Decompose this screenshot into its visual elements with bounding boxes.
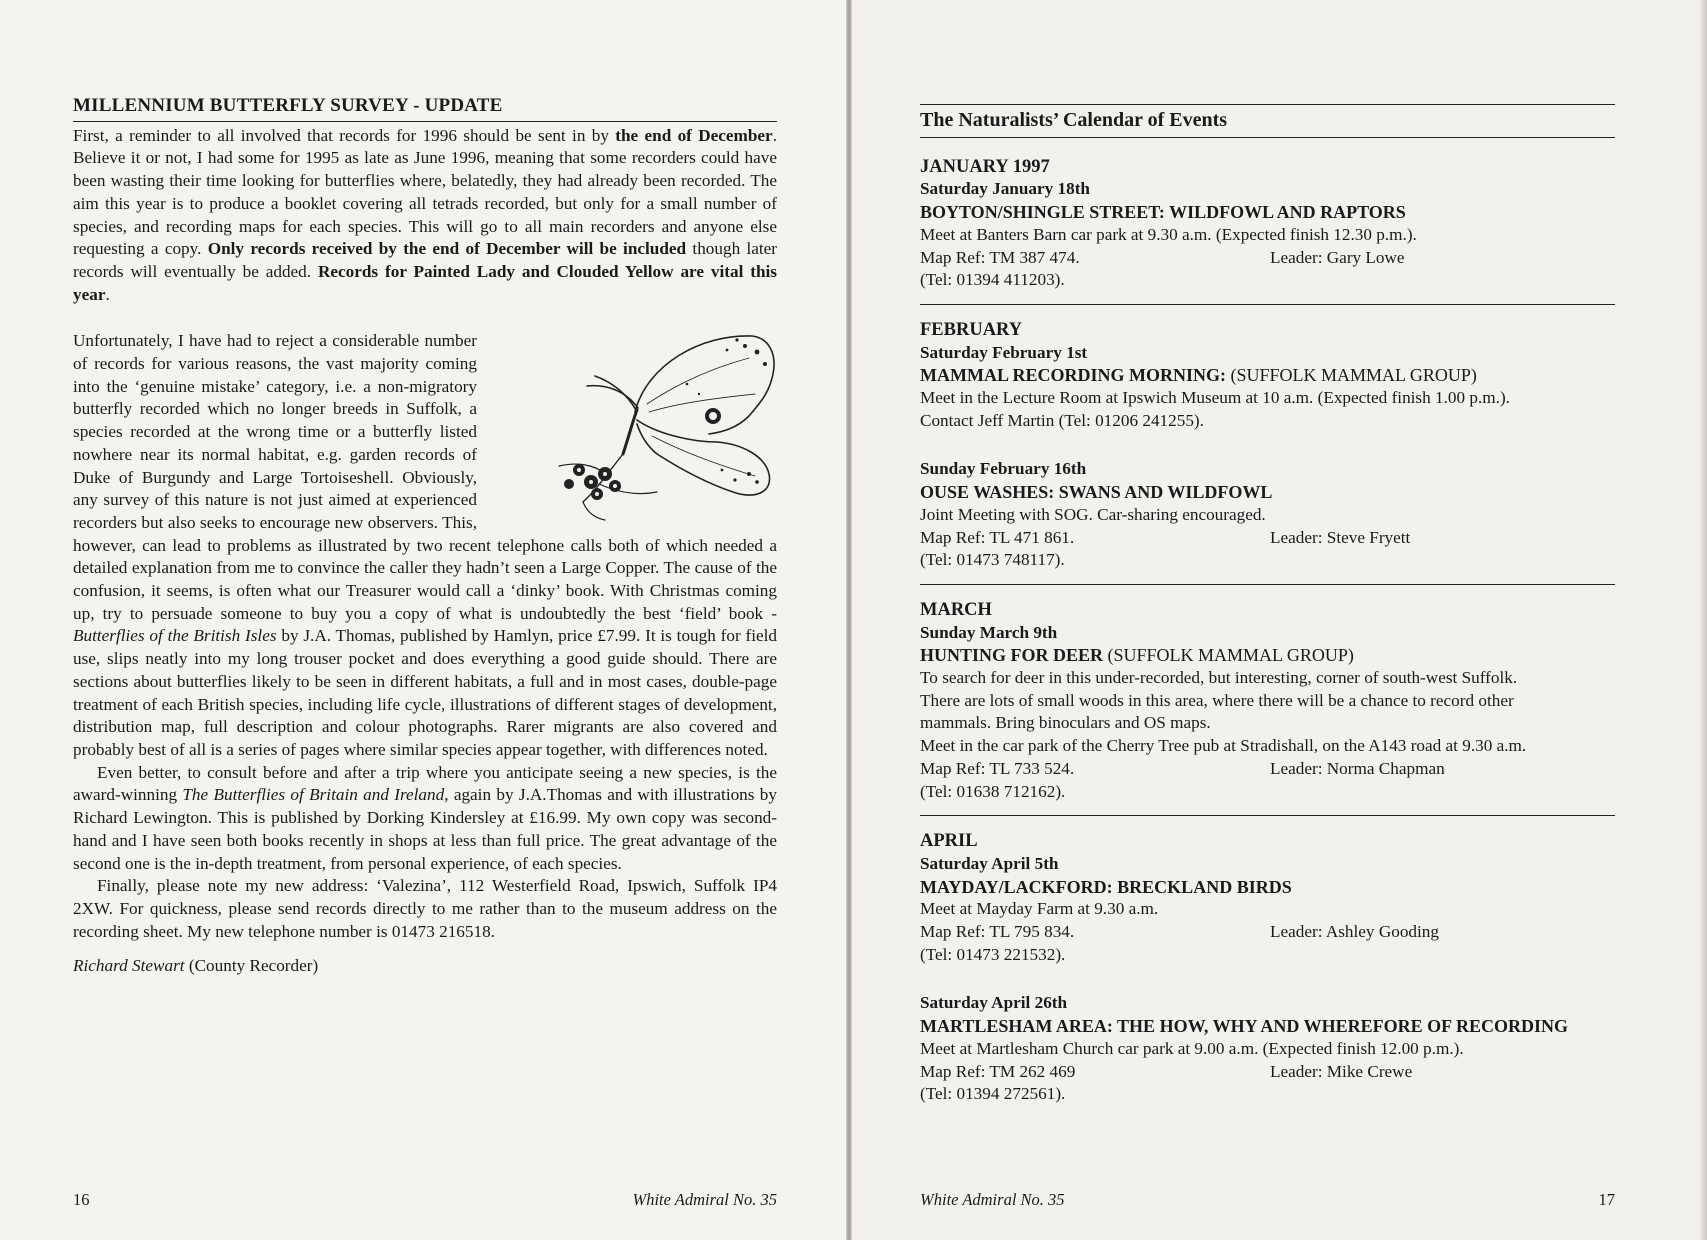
calendar-event (920, 992, 1615, 1118)
event-title-text: MAMMAL RECORDING MORNING: (920, 365, 1226, 386)
article-paragraph-1 (73, 125, 777, 307)
article-title: MILLENNIUM BUTTERFLY SURVEY - UPDATE (73, 95, 777, 122)
event-leader: Leader: Gary Lowe (1270, 247, 1405, 267)
article-paragraph-2 (73, 330, 777, 761)
event-title (920, 1015, 1615, 1038)
event-date: Saturday February 1st (920, 342, 1088, 362)
calendar-event (920, 458, 1615, 585)
map-reference: Map Ref: TL 471 861. (920, 527, 1075, 547)
event-leader: Leader: Ashley Gooding (1270, 922, 1439, 942)
event-telephone: (Tel: 01473 221532). (920, 944, 1066, 964)
month-heading: MARCH (920, 599, 992, 620)
bold-run: Records for Painted Lady and Clouded Yellow are vital this year (73, 261, 777, 304)
events-calendar (920, 104, 1615, 1132)
page-gutter (846, 0, 852, 1240)
month-heading: JANUARY 1997 (920, 156, 1050, 177)
calendar-event (920, 853, 1615, 979)
text-run: by J.A. Thomas, published by Hamlyn, price £7.99. It is tough for field use, slips neatly into my long trouser pocket and does everything a good guide should. There are sections about butterflies likely to be seen in different habitats, a full and in most cases, double-page treatment of each British species, including life cycle, illustrations of different stages of development, distribution map, full description and colour photographs. Rarer migrants are also covered and probably best of all is a series of pages where similar species appear together, with differences noted. (73, 626, 777, 759)
calendar-event (920, 622, 1615, 817)
event-detail: To search for deer in this under-recorded, but interesting, corner of south-west Suffolk. (920, 668, 1518, 688)
map-reference: Map Ref: TL 795 834. (920, 922, 1075, 942)
event-date: Sunday March 9th (920, 622, 1058, 642)
publication-name: White Admiral No. 35 (632, 1190, 777, 1209)
event-telephone: (Tel: 01394 411203). (920, 270, 1065, 290)
event-title (920, 644, 1615, 667)
event-organiser: (SUFFOLK MAMMAL GROUP) (1225, 365, 1477, 386)
event-detail: mammals. Bring binoculars and OS maps. (920, 713, 1211, 733)
calendar-months (920, 156, 1615, 1118)
book-title: The Butterflies of Britain and Ireland (182, 785, 445, 805)
page-edge (1699, 0, 1707, 1240)
event-detail: Meet at Mayday Farm at 9.30 a.m. (920, 899, 1159, 919)
text-run: First, a reminder to all involved that records for 1996 should be sent in by (73, 125, 616, 145)
event-detail: Meet in the Lecture Room at Ipswich Museum at 10 a.m. (Expected finish 1.00 p.m.). (920, 388, 1510, 408)
event-title-text: BOYTON/SHINGLE STREET: WILDFOWL AND RAPTORS (920, 202, 1406, 223)
month-heading: APRIL (920, 831, 978, 852)
event-leader: Leader: Mike Crewe (1270, 1061, 1413, 1081)
map-reference: Map Ref: TM 262 469 (920, 1061, 1076, 1081)
butterfly-illustration (487, 324, 787, 524)
event-title-text: OUSE WASHES: SWANS AND WILDFOWL (920, 482, 1273, 503)
page-number: 17 (1598, 1190, 1615, 1209)
event-map-row (920, 1061, 1615, 1084)
author-role: (County Recorder) (184, 956, 319, 976)
butterfly-survey-article (73, 95, 777, 978)
event-detail: Meet in the car park of the Cherry Tree pub at Stradishall, on the A143 road at 9.30 a.m. (920, 736, 1527, 756)
event-detail: Meet at Banters Barn car park at 9.30 a.m. (Expected finish 12.30 p.m.). (920, 224, 1417, 244)
article-paragraph-3 (73, 762, 777, 876)
book-title: Butterflies of the British Isles (73, 626, 277, 646)
article-paragraph-4: Finally, please note my new address: ‘Valezina’, 112 Westerfield Road, Ipswich, Suffolk IP4 2XW. For quickness, please send records directly to me rather than to the museum address on the recording sheet. My new telephone number is 01473 216518. (73, 876, 777, 941)
event-title (920, 481, 1615, 504)
map-reference: Map Ref: TL 733 524. (920, 758, 1075, 778)
calendar-event (920, 178, 1615, 305)
text-run: . Believe it or not, I had some for 1995 as late as June 1996, meaning that some recorders could have been wasting their time looking for butterflies where, belatedly, they had already been recorded. The aim this year is to produce a booklet covering all tetrads recorded, but only for a small number of species, and recording maps for each species. This will go to all main recorders and anyone else requesting a copy. (73, 125, 777, 259)
event-telephone: (Tel: 01638 712162). (920, 781, 1066, 801)
text-run: Even better, to consult before and after a trip where you anticipate seeing a new species, is the award-winning (73, 762, 777, 805)
event-title-text: HUNTING FOR DEER (920, 645, 1104, 666)
event-detail: Joint Meeting with SOG. Car-sharing encouraged. (920, 504, 1266, 524)
event-date: Saturday April 26th (920, 993, 1068, 1013)
event-map-row (920, 247, 1615, 270)
text-run: , again by J.A.Thomas and with illustrations by Richard Lewington. This is published by Dorking Kindersley at £16.99. My own copy was second-hand and I have seen both books recently in shops at less than full price. The great advantage of the second one is the in-depth treatment, from personal experience, of each species. (73, 785, 777, 873)
event-map-row (920, 758, 1615, 781)
month-heading: FEBRUARY (920, 319, 1023, 340)
event-telephone: (Tel: 01394 272561). (920, 1084, 1066, 1104)
text-run: though later records will eventually be added. (73, 239, 777, 281)
event-title (920, 364, 1615, 387)
event-date: Sunday February 16th (920, 459, 1087, 479)
event-map-row (920, 527, 1615, 550)
page-number: 16 (73, 1190, 90, 1209)
event-title (920, 201, 1615, 224)
author-signature (73, 955, 777, 978)
event-title-text: MAYDAY/LACKFORD: BRECKLAND BIRDS (920, 876, 1292, 897)
author-name: Richard Stewart (73, 956, 185, 976)
event-title-text: MARTLESHAM AREA: THE HOW, WHY AND WHEREFORE OF RECORDING (920, 1016, 1568, 1037)
publication-name: White Admiral No. 35 (920, 1190, 1065, 1209)
event-detail: There are lots of small woods in this area, where there will be a chance to record other (920, 690, 1514, 710)
calendar-title: The Naturalists’ Calendar of Events (920, 104, 1615, 138)
map-reference: Map Ref: TM 387 474. (920, 247, 1080, 267)
bold-run: Only records received by the end of December will be included (207, 239, 687, 259)
event-date: Saturday January 18th (920, 179, 1090, 199)
calendar-event (920, 342, 1615, 445)
text-run: Unfortunately, I have had to reject a considerable number of records for various reasons, the vast majority coming into the ‘genuine mistake’ category, i.e. a non-migratory butterfly recorded which no longer breeds in Suffolk, a species recorded at the wrong time or a butterfly listed nowhere near its normal habitat, e.g. garden records of Duke of Burgundy and Large Tortoiseshell. Obviously, any survey of this nature is not just aimed at experienced recorders but also seeks to encourage new observers. This, however, can lead to problems as illustrated by two recent telephone calls both of which needed a detailed explanation from me to convince the caller they hadn’t seen a Large Copper. The cause of the confusion, it seems, is often what our Treasurer would call a ‘dinky’ book. With Christmas coming up, try to persuade someone to buy you a copy of what is undoubtedly the best ‘field’ book - (73, 331, 777, 623)
event-organiser: (SUFFOLK MAMMAL GROUP) (1103, 645, 1354, 666)
event-map-row (920, 921, 1615, 944)
bold-run: the end of December (615, 125, 773, 145)
event-date: Saturday April 5th (920, 853, 1059, 873)
event-leader: Leader: Norma Chapman (1270, 758, 1445, 778)
text-run: . (105, 284, 110, 304)
event-detail: Meet at Martlesham Church car park at 9.00 a.m. (Expected finish 12.00 p.m.). (920, 1038, 1464, 1058)
event-detail: Contact Jeff Martin (Tel: 01206 241255). (920, 410, 1204, 430)
event-title (920, 876, 1615, 899)
event-leader: Leader: Steve Fryett (1270, 527, 1411, 547)
event-telephone: (Tel: 01473 748117). (920, 550, 1065, 570)
